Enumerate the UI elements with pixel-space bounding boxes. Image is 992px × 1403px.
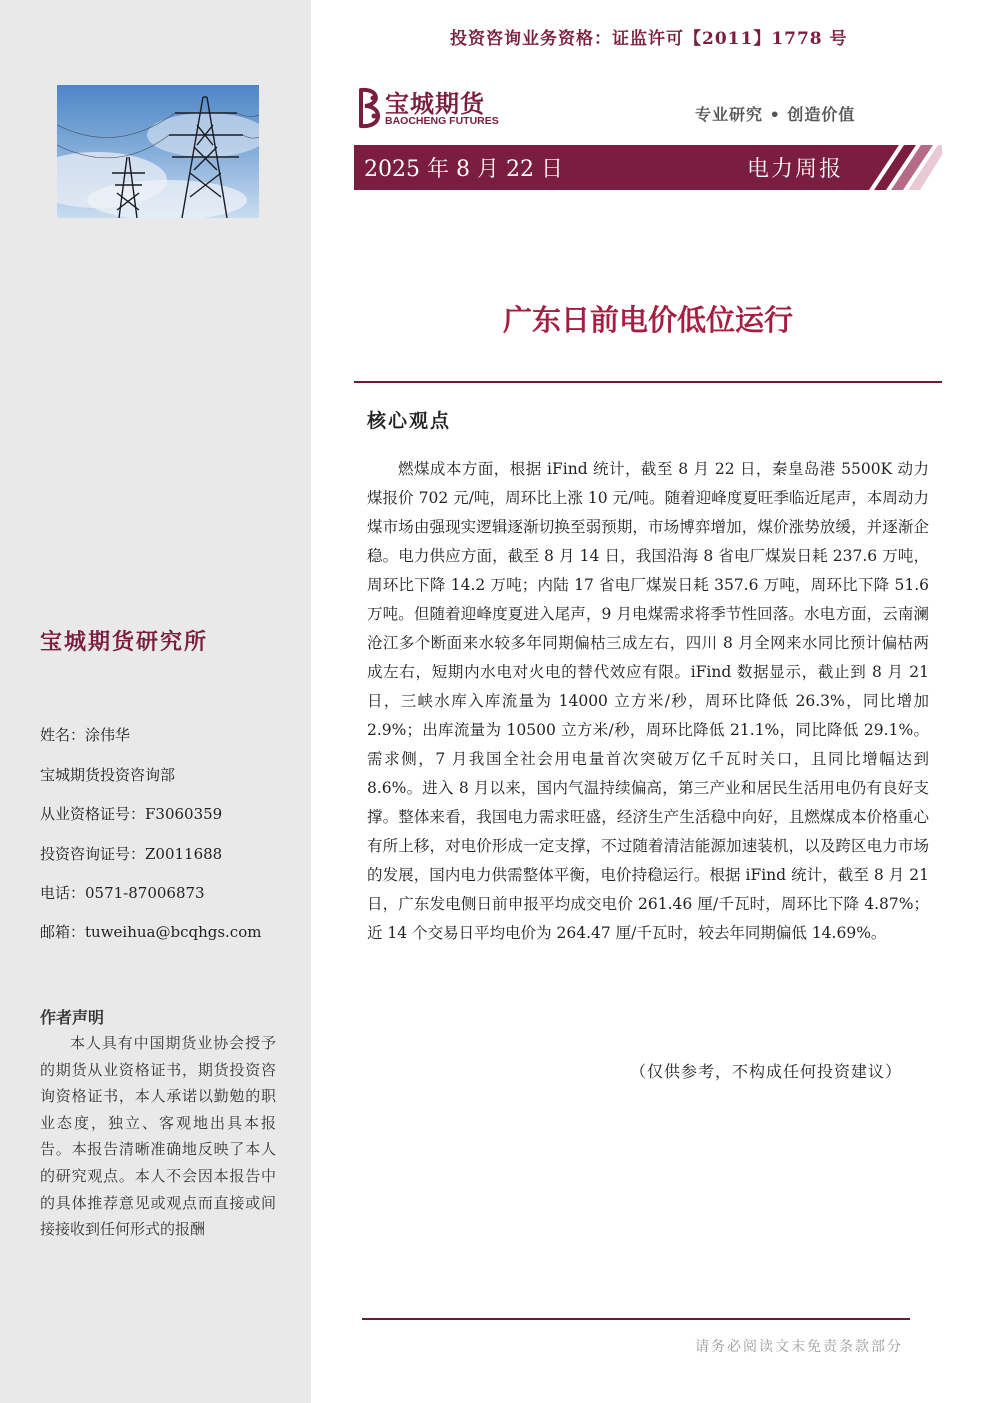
title-divider [354,381,942,383]
company-logo [357,84,522,132]
report-date: 2025 年 8 月 22 日 [364,157,563,182]
phone: 电话：0571-87006873 [40,884,205,902]
department: 宝城期货投资咨询部 [40,766,176,784]
investment-disclaimer: （仅供参考，不构成任何投资建议） [630,1062,903,1081]
footer-divider [362,1318,910,1320]
logo-mark-icon [357,86,383,130]
research-institute-name: 宝城期货研究所 [40,629,209,655]
author-statement-title: 作者声明 [40,1008,105,1027]
author-name: 姓名：涂伟华 [40,726,131,744]
slogan: 专业研究 • 创造价值 [695,105,856,124]
report-type: 电力周报 [747,157,844,182]
core-view-heading: 核心观点 [367,410,452,432]
logo-chinese-name: 宝城期货 [385,89,485,118]
footer-note: 请务必阅读文末免责条款部分 [695,1339,903,1355]
email: 邮箱：tuweihua@bcqhgs.com [40,923,262,941]
report-title: 广东日前电价低位运行 [502,303,793,337]
author-statement-body: 本人具有中国期货业协会授予的期货从业资格证书，期货投资咨询资格证书，本人承诺以勤勉的职业态度，独立、客观地出具本报告。本报告清晰准确地反映了本人的研究观点。本人不会因本报告中的具体推荐意见或观点而直接或间接接收到任何形式的报酬 [40,1034,276,1239]
license-header: 投资咨询业务资格：证监许可【2011】1778 号 [450,29,848,49]
core-view-body: 燃煤成本方面，根据 iFind 统计，截至 8 月 22 日，秦皇岛港 5500K 动力煤报价 702 元/吨，周环比上涨 10 元/吨。随着迎峰度夏旺季临近尾声，本周动力煤市场由强现实逻辑逐渐切换至弱预期，市场博弈增加，煤价涨势放缓，并逐渐企稳。电力供应方面，截至 8 月 14 日，我国沿海 8 省电厂煤炭日耗 237.6 万吨，周环比下降 14.2 万吨；内陆 17 省电厂煤炭日耗 357.6 万吨，周环比下降 51.6 万吨。但随着迎峰度夏进入尾声，9 月电煤需求将季节性回落。水电方面，云南澜沧江多个断面来水较多年同期偏枯三成左右，四川 8 月全网来水同比预计偏枯两成左右，短期内水电对火电的替代效应有限。iFind 数据显示，截止到 8 月 21 日，三峡水库入库流量为 14000 立方米/秒，周环比降低 26.3%，同比增加 2.9%；出库流量为 10500 立方米/秒，周环比降低 21.1%，同比降低 29.1%。需求侧，7 月我国全社会用电量首次突破万亿千瓦时关口，且同比增幅达到 8.6%。进入 8 月以来，国内气温持续偏高，第三产业和居民生活用电仍有良好支撑。整体来看，我国电力需求旺盛，经济生产生活稳中向好，且燃煤成本价格重心有所上移，对电价形成一定支撑，不过随着清洁能源加速装机，以及跨区电力市场的发展，国内电力供需整体平衡，电价持稳运行。根据 iFind 统计，截至 8 月 21 日，广东发电侧日前申报平均成交电价 261.46 厘/千瓦时，周环比下降 4.87%；近 14 个交易日平均电价为 264.47 厘/千瓦时，较去年同期偏低 14.69%。 [367,460,929,942]
qualification-number: 从业资格证号：F3060359 [40,805,223,823]
power-tower-photo [57,85,259,218]
logo-english-name: BAOCHENG FUTURES [385,115,499,127]
consulting-certificate-number: 投资咨询证号：Z0011688 [40,845,223,863]
